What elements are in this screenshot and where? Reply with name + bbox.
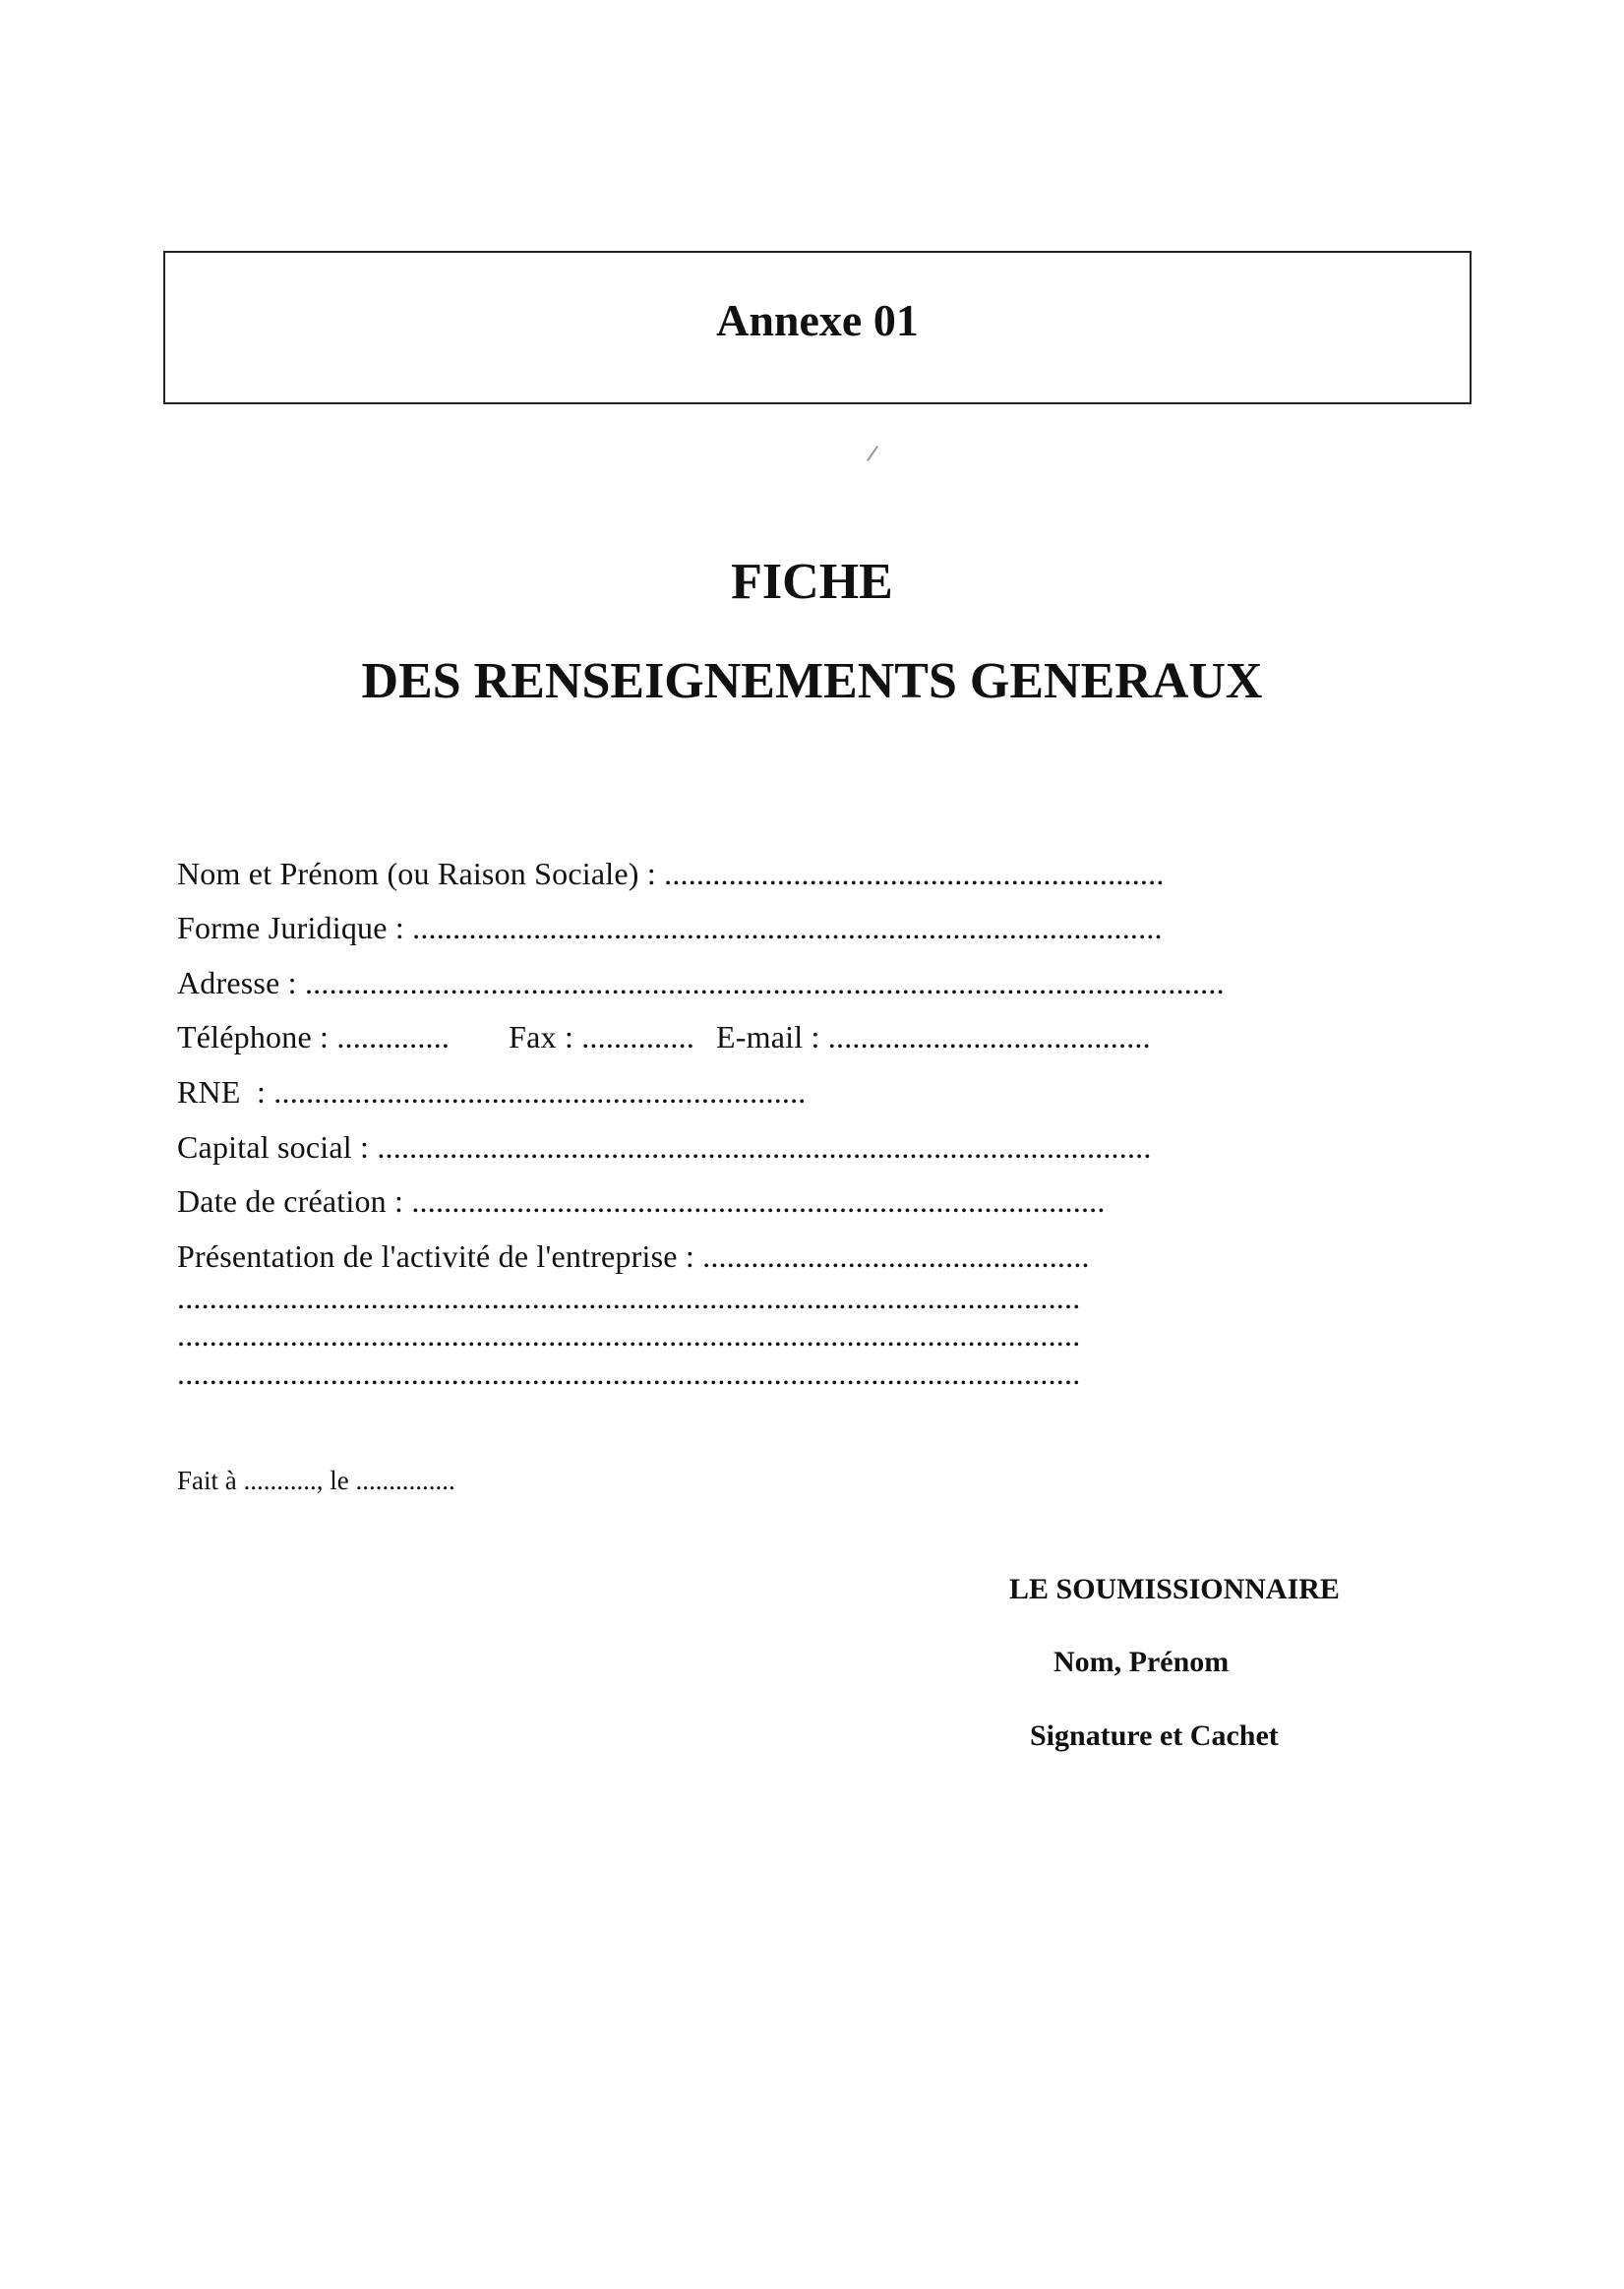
field-nom-prenom-label: Nom et Prénom (ou Raison Sociale) : ..............................................................	[177, 856, 1165, 891]
field-rne-label: RNE : ..................................................................	[177, 1074, 807, 1110]
signature-stamp-label: Signature et Cachet	[1030, 1719, 1279, 1752]
field-telephone-label: Téléphone : ..............	[177, 1019, 451, 1054]
field-forme-juridique-label: Forme Juridique : .............................................................................................	[177, 910, 1163, 945]
field-capital-social-label: Capital social : ................................................................................................	[177, 1129, 1152, 1165]
document-subtitle: DES RENSEIGNEMENTS GENERAUX	[361, 653, 1263, 709]
field-forme-juridique	[177, 912, 1163, 943]
field-fax-label: Fax : ..............	[509, 1019, 695, 1054]
signatory-name-label: Nom, Prénom	[1053, 1646, 1230, 1678]
signatory-title: LE SOUMISSIONNAIRE	[1009, 1573, 1340, 1605]
annex-title: Annexe 01	[716, 295, 919, 345]
document-title: FICHE	[731, 554, 893, 610]
field-presentation-label: Présentation de l'activité de l'entreprise : ................................................	[177, 1238, 1090, 1274]
field-rne	[177, 1076, 807, 1108]
field-date-creation-label: Date de création : ......................................................................................	[177, 1183, 1106, 1219]
presentation-dotted-line-3	[177, 1357, 1080, 1389]
field-presentation	[177, 1240, 1090, 1272]
presentation-dotted-line-2	[177, 1319, 1080, 1351]
dotted-line: ................................................................................................................	[177, 1280, 1081, 1315]
field-adresse	[177, 967, 1225, 998]
presentation-dotted-line-1	[177, 1282, 1080, 1313]
dotted-line: ................................................................................................................	[177, 1317, 1081, 1353]
field-capital-social	[177, 1131, 1152, 1163]
place-date-line: Fait à ..........., le ...............	[177, 1466, 455, 1495]
annex-header-box	[163, 251, 1472, 404]
field-date-creation	[177, 1185, 1106, 1217]
field-nom-prenom	[177, 858, 1165, 889]
field-contact-row	[177, 1021, 1151, 1053]
dotted-line: ................................................................................................................	[177, 1355, 1081, 1391]
field-adresse-label: Adresse : ..................................................................................................................	[177, 965, 1225, 1000]
scan-mark	[867, 446, 878, 461]
field-email-label: E-mail : ........................................	[716, 1019, 1151, 1054]
